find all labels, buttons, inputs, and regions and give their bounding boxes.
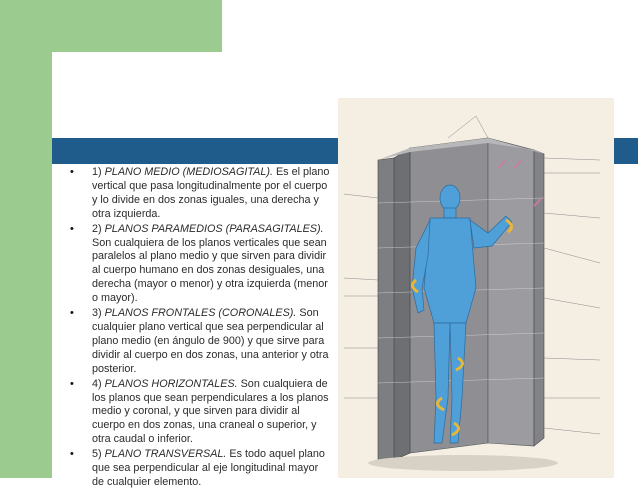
bullet-icon: • <box>70 448 74 461</box>
item-number: 5) <box>92 448 105 461</box>
bullet-icon: • <box>70 166 74 178</box>
bullet-icon: • <box>70 377 74 390</box>
item-description: Es todo aquel plano que sea perpendicular al eje longitudinal mayor de cualquier elemento. <box>92 448 325 488</box>
list-item <box>70 223 332 306</box>
item-title: PLANO MEDIO (MEDIOSAGITAL). <box>104 166 273 178</box>
item-number: 3) <box>92 307 105 320</box>
list-item <box>70 448 332 490</box>
plane-definitions-list <box>70 166 332 491</box>
item-number: 4) <box>92 377 105 390</box>
item-number: 2) <box>92 222 105 235</box>
left-green-bar <box>0 0 52 478</box>
item-title: PLANOS HORIZONTALES. <box>104 377 238 390</box>
item-description: Es el plano vertical que pasa longitudinalmente por el cuerpo y lo divide en dos zonas iguales, una derecha y otra izquierda. <box>92 166 330 220</box>
item-description: Son cualquiera de los planos verticales que sean paralelos al plano medio y que sirven para dividir al cuerpo humano en dos zonas desiguales, una derecha (mayor o menor) y otra izquierda (menor o mayor). <box>92 236 328 305</box>
top-green-corner <box>0 0 222 52</box>
anatomical-planes-illustration <box>338 98 614 478</box>
bullet-icon: • <box>70 307 74 320</box>
item-description: Son cualquier plano vertical que sea perpendicular al plano medio (en ángulo de 900) y que sirve para dividir al cuerpo en dos zonas, una anterior y otra posterior. <box>92 307 329 375</box>
list-item <box>70 166 332 222</box>
anatomical-planes-drawing <box>338 98 614 478</box>
item-number: 1) <box>92 166 105 178</box>
item-title: PLANOS FRONTALES (CORONALES). <box>104 307 297 320</box>
bullet-icon: • <box>70 222 74 235</box>
list-item <box>70 378 332 448</box>
item-title: PLANOS PARAMEDIOS (PARASAGITALES). <box>104 222 324 235</box>
item-title: PLANO TRANSVERSAL. <box>104 448 227 461</box>
item-description: Son cualquiera de los planos que sean perpendiculares a los planos medio y coronal, y que sirven para dividir al cuerpo en dos zonas, una craneal o superior, y otra caudal o inferior. <box>92 377 329 446</box>
list-item <box>70 307 332 377</box>
